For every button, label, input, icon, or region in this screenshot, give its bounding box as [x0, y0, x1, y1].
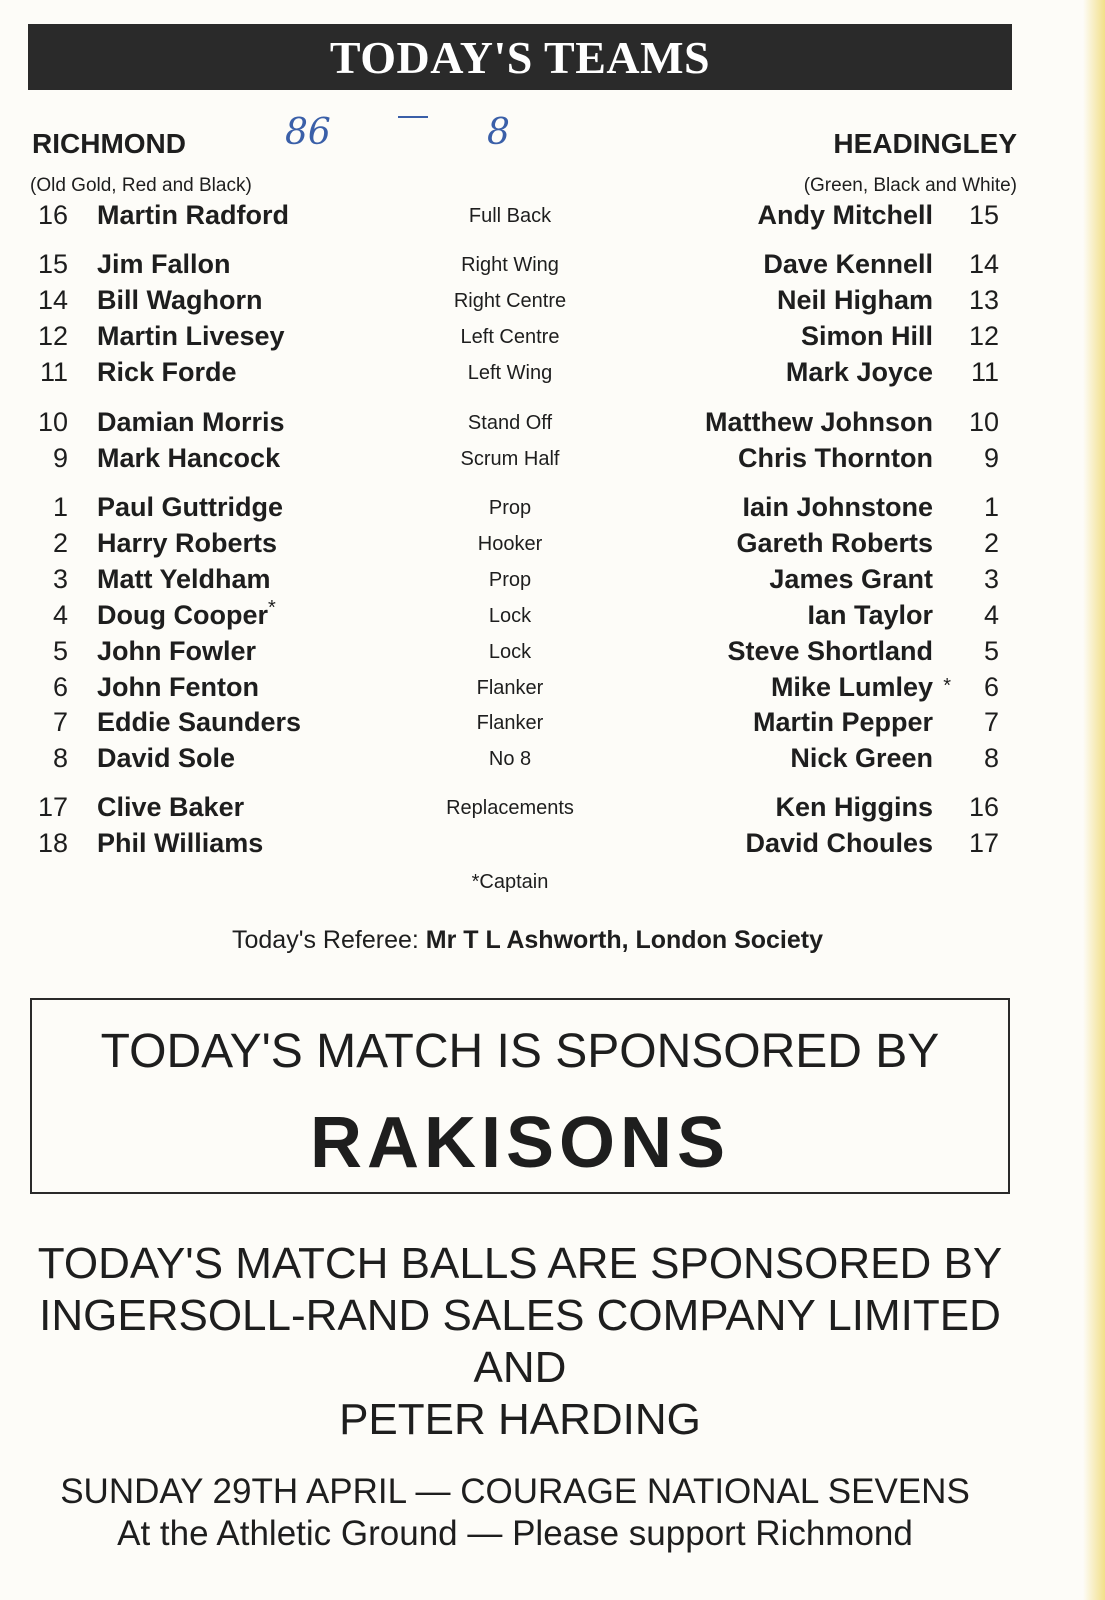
score-dash	[398, 116, 428, 118]
team-row	[0, 249, 1105, 285]
home-player: Eddie Saunders	[97, 707, 302, 737]
position: Full Back	[468, 205, 552, 227]
home-number: 9	[52, 443, 68, 473]
away-number: 17	[968, 828, 999, 858]
position: Prop	[488, 497, 532, 519]
position: Scrum Half	[460, 448, 560, 470]
team-row	[0, 321, 1105, 357]
team-row	[0, 828, 1105, 864]
home-number: 1	[52, 492, 68, 522]
away-number: 15	[968, 200, 999, 230]
home-team-name: RICHMOND	[32, 128, 186, 159]
away-player: Mike Lumley *	[770, 672, 951, 702]
away-player: Andy Mitchell	[757, 200, 933, 230]
home-number: 17	[37, 792, 68, 822]
team-row	[0, 597, 1105, 636]
team-row	[0, 492, 1105, 528]
home-score-handwritten: 86	[285, 112, 331, 153]
away-player: Neil Higham	[776, 285, 933, 315]
team-row	[0, 564, 1105, 600]
ball-sponsor-line: PETER HARDING	[339, 1395, 701, 1444]
home-number: 6	[52, 672, 68, 702]
home-player: Phil Williams	[97, 828, 264, 858]
team-row	[0, 528, 1105, 564]
position: Flanker	[476, 677, 544, 699]
ball-sponsor-line: AND	[473, 1343, 567, 1392]
away-number: 12	[968, 321, 999, 351]
home-player: Matt Yeldham	[97, 564, 271, 594]
home-player: Damian Morris	[97, 407, 285, 437]
team-row	[0, 636, 1105, 672]
team-row	[0, 200, 1105, 236]
home-number: 18	[37, 828, 68, 858]
team-row	[0, 743, 1105, 779]
away-player: Matthew Johnson	[705, 407, 933, 437]
team-row	[0, 792, 1105, 828]
referee-name: Mr T L Ashworth, London Society	[425, 926, 823, 954]
home-number: 15	[37, 249, 68, 279]
away-number: 3	[983, 564, 999, 594]
away-player: Nick Green	[790, 743, 933, 773]
position: Prop	[488, 569, 532, 591]
home-player	[97, 597, 276, 631]
captain-note: *Captain	[471, 871, 549, 893]
away-number: 5	[983, 636, 999, 666]
event-notice: SUNDAY 29TH APRIL — COURAGE NATIONAL SEVENS	[60, 1472, 970, 1511]
away-player-name: Mike Lumley	[770, 672, 933, 702]
away-player: Mark Joyce	[785, 357, 933, 387]
position: Lock	[488, 605, 532, 627]
away-team-name: HEADINGLEY	[833, 128, 1017, 159]
away-number: 10	[968, 407, 999, 437]
away-player: David Choules	[745, 828, 933, 858]
away-player: Chris Thornton	[738, 443, 933, 473]
position: Flanker	[476, 712, 544, 734]
position: Hooker	[477, 533, 543, 555]
home-player: Harry Roberts	[97, 528, 278, 558]
home-player: David Sole	[97, 743, 236, 773]
away-number: 8	[983, 743, 999, 773]
position: Replacements	[446, 797, 574, 819]
home-player: Paul Guttridge	[97, 492, 284, 522]
referee-label: Today's Referee:	[232, 926, 419, 954]
ball-sponsor-line: TODAY'S MATCH BALLS ARE SPONSORED BY	[37, 1239, 1003, 1288]
home-player: John Fenton	[97, 672, 259, 702]
home-number: 12	[37, 321, 68, 351]
away-player: Gareth Roberts	[736, 528, 933, 558]
position: Right Wing	[461, 254, 559, 276]
team-row	[0, 407, 1105, 443]
ball-sponsor-line: INGERSOLL-RAND SALES COMPANY LIMITED	[39, 1291, 1001, 1340]
away-number: 14	[968, 249, 999, 279]
team-row	[0, 357, 1105, 393]
away-player: Ken Higgins	[775, 792, 933, 822]
team-row	[0, 707, 1105, 743]
away-number: 4	[983, 600, 999, 630]
home-player: Bill Waghorn	[97, 285, 263, 315]
away-number: 7	[983, 707, 999, 737]
home-player: John Fowler	[97, 636, 257, 666]
away-number: 11	[970, 357, 999, 387]
home-player: Jim Fallon	[97, 249, 231, 279]
home-player: Martin Livesey	[97, 321, 285, 351]
home-player: Rick Forde	[97, 357, 237, 387]
home-number: 14	[37, 285, 68, 315]
home-player-name: Doug Cooper	[97, 600, 268, 630]
home-number: 16	[37, 200, 68, 230]
home-number: 10	[37, 407, 68, 437]
sponsor-name: RAKISONS	[309, 1103, 731, 1183]
home-number: 3	[52, 564, 68, 594]
event-notice: At the Athletic Ground — Please support Richmond	[117, 1514, 913, 1553]
away-number: 2	[983, 528, 999, 558]
home-number: 8	[52, 743, 68, 773]
team-row	[0, 672, 1105, 708]
referee-line	[0, 926, 1105, 955]
position: Stand Off	[467, 412, 553, 434]
away-player: Ian Taylor	[807, 600, 933, 630]
away-number: 6	[983, 672, 999, 702]
away-team-colours: (Green, Black and White)	[803, 175, 1017, 196]
away-number: 9	[983, 443, 999, 473]
home-number: 5	[52, 636, 68, 666]
position: No 8	[488, 748, 532, 770]
home-number: 2	[52, 528, 68, 558]
home-number: 11	[39, 357, 68, 387]
position: Lock	[488, 641, 532, 663]
home-player: Martin Radford	[97, 200, 289, 230]
home-player: Mark Hancock	[97, 443, 281, 473]
match-sponsor-box	[30, 998, 1010, 1194]
sponsor-heading: TODAY'S MATCH IS SPONSORED BY	[100, 1025, 940, 1078]
away-number: 13	[968, 285, 999, 315]
position: Left Wing	[467, 362, 553, 384]
team-row	[0, 285, 1105, 321]
away-player: Simon Hill	[800, 321, 933, 351]
captain-mark: *	[267, 597, 276, 619]
away-player: James Grant	[769, 564, 933, 594]
away-number: 16	[968, 792, 999, 822]
position: Right Centre	[453, 290, 567, 312]
away-player: Iain Johnstone	[742, 492, 933, 522]
away-player: Dave Kennell	[763, 249, 933, 279]
team-row	[0, 443, 1105, 479]
away-number: 1	[983, 492, 999, 522]
home-number: 4	[52, 600, 68, 630]
away-score-handwritten: 8	[487, 112, 510, 153]
home-number: 7	[52, 707, 68, 737]
home-team-colours: (Old Gold, Red and Black)	[30, 175, 252, 196]
away-player: Martin Pepper	[752, 707, 933, 737]
away-player: Steve Shortland	[727, 636, 933, 666]
page-title: TODAY'S TEAMS	[28, 24, 1012, 90]
position: Left Centre	[460, 326, 560, 348]
home-player: Clive Baker	[97, 792, 245, 822]
